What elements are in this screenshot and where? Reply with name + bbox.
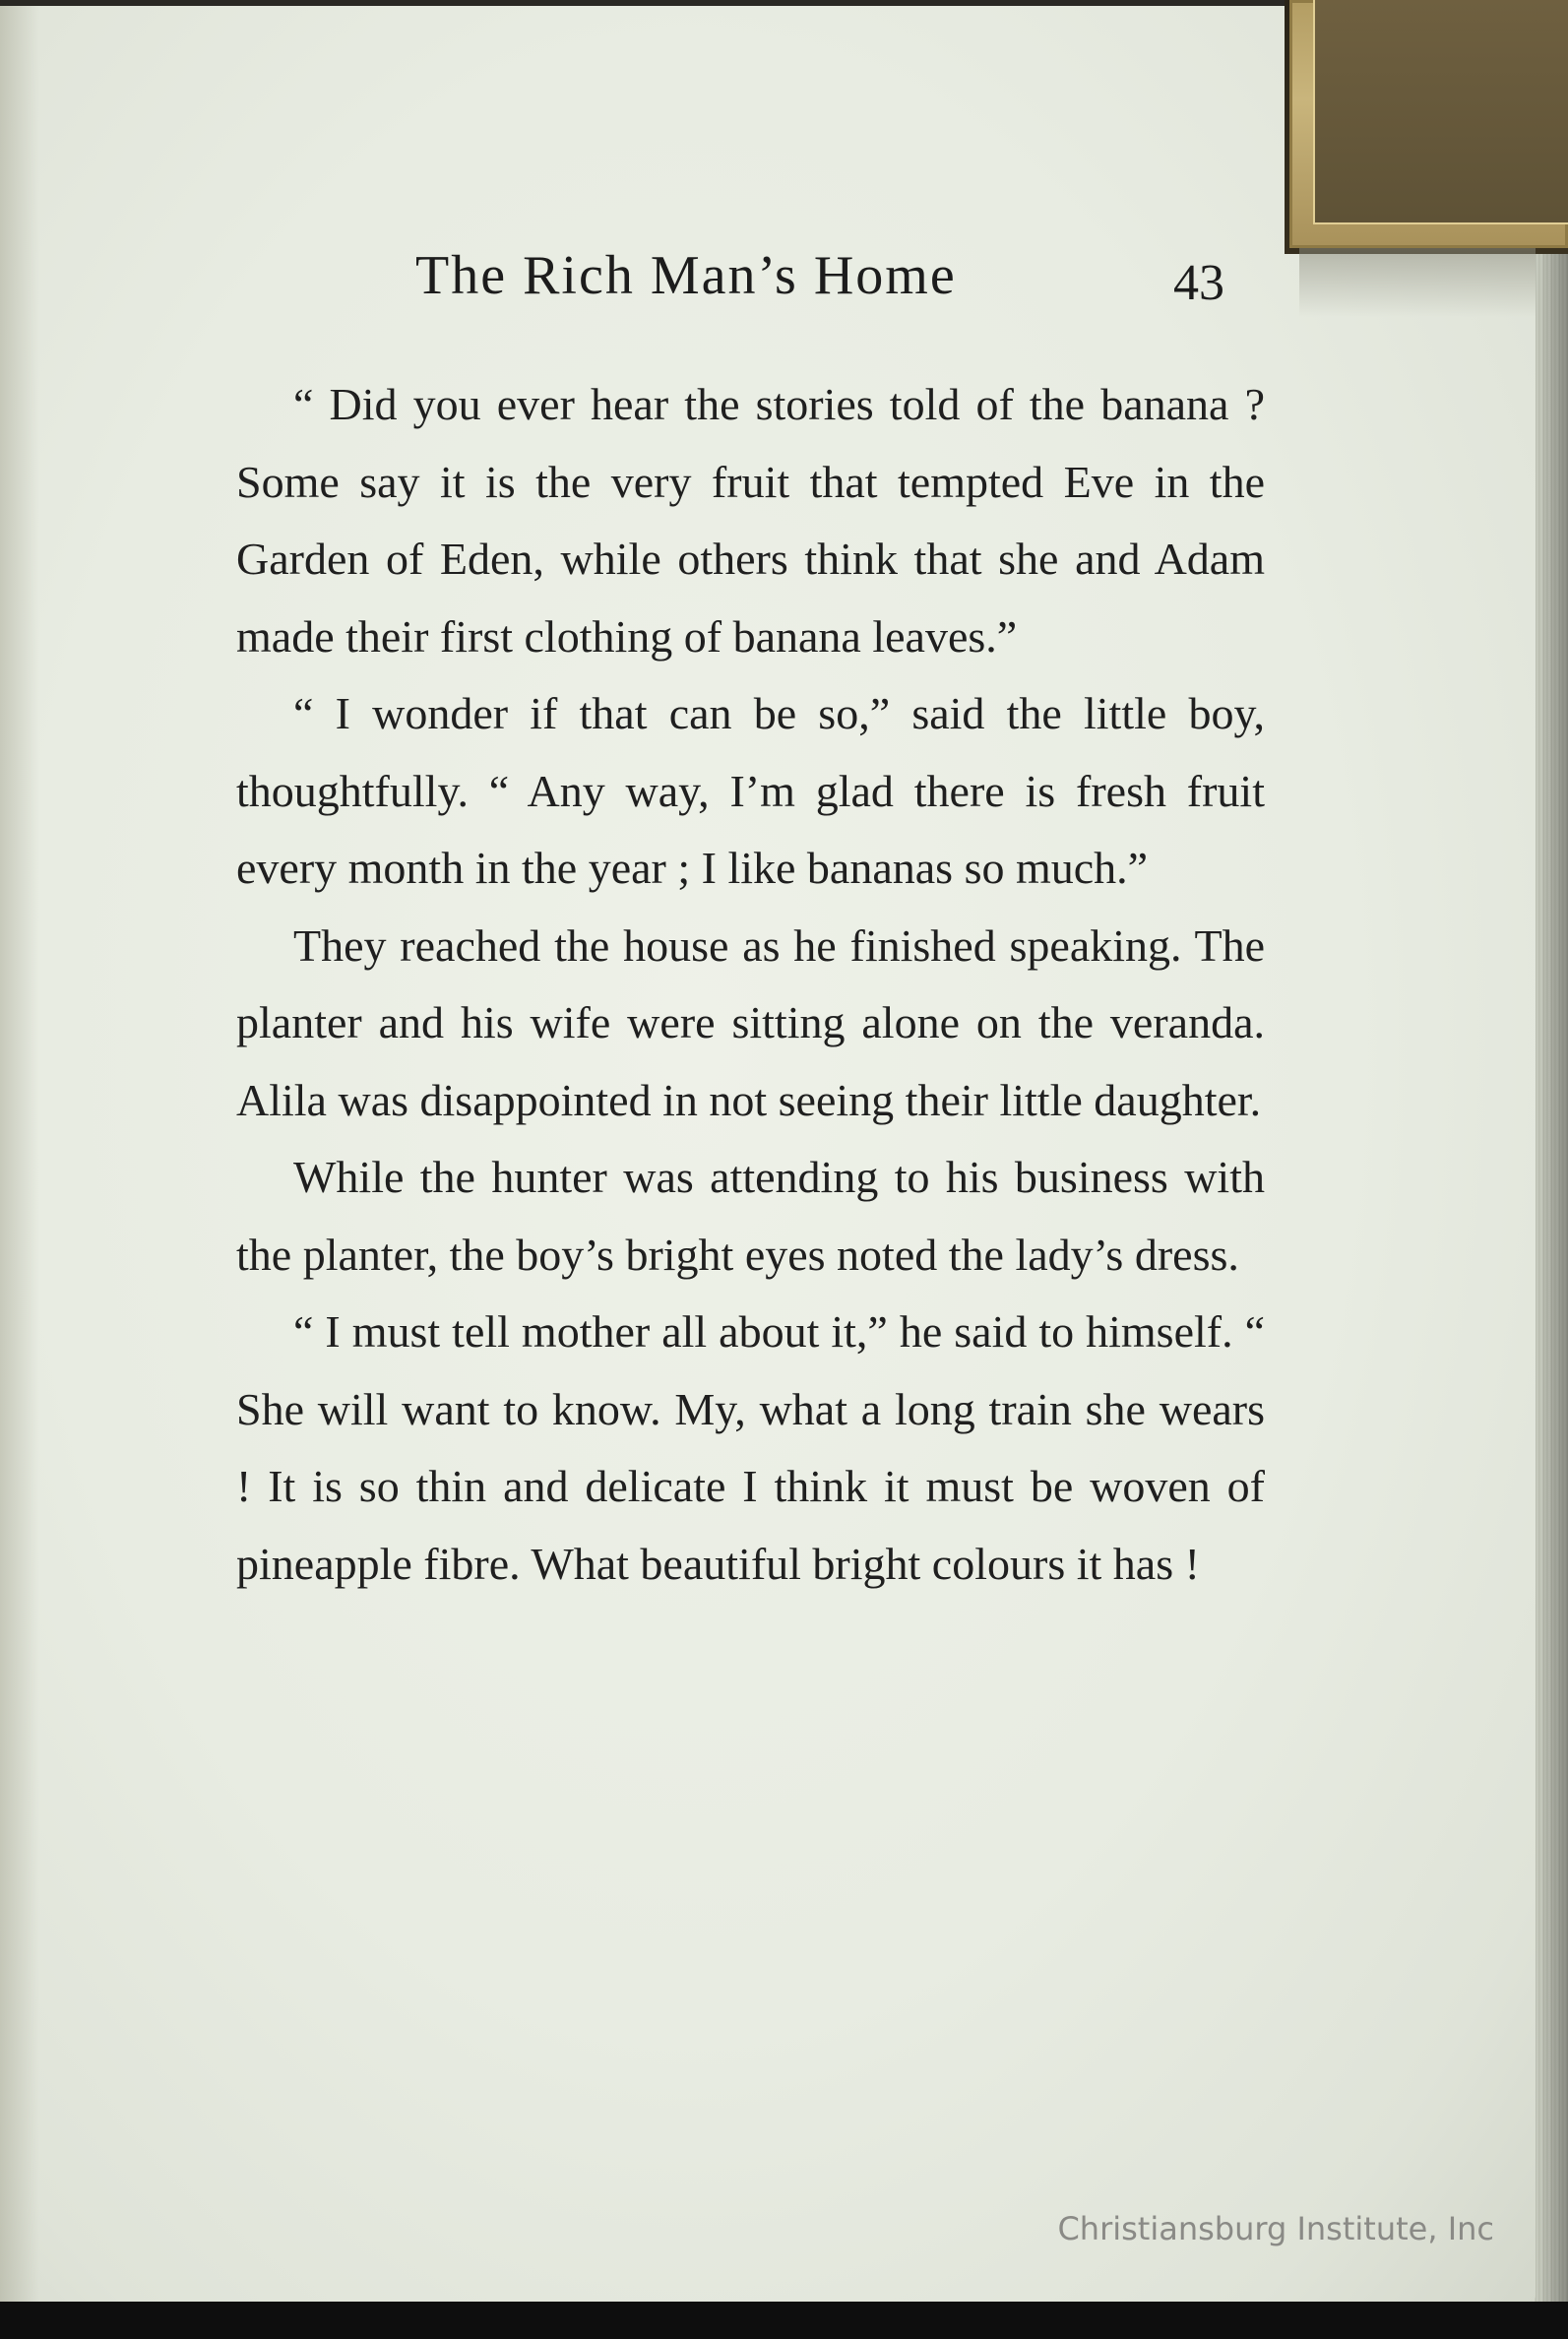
backdrop-bottom-edge — [0, 2302, 1568, 2339]
page-stack-shadow — [1531, 246, 1568, 2323]
body-text — [236, 366, 1265, 1603]
page-number: 43 — [1173, 255, 1224, 311]
gutter-shade — [0, 6, 39, 2302]
brass-frame-inner — [1313, 0, 1568, 224]
running-title: The Rich Man’s Home — [415, 245, 957, 306]
paragraph: While the hunter was attending to his business with the planter, the boy’s bright eyes noted the lady’s dress. — [236, 1152, 1265, 1280]
paragraph: “ I must tell mother all about it,” he said to himself. “ She will want to know. My, what a long train she wears ! It is so thin and delicate I think it must be woven of pineapple fibre. What beautiful bright colours it has ! — [236, 1306, 1265, 1589]
paragraph: “ Did you ever hear the stories told of the banana ? Some say it is the very fruit that tempted Eve in the Garden of Eden, while others think that she and Adam made their first clothing of banana leaves.” — [236, 379, 1265, 662]
paragraph: They reached the house as he finished speaking. The planter and his wife were sitting alone on the veranda. Alila was disappointed in not seeing their little daughter. — [236, 919, 1265, 1125]
running-header — [0, 244, 1568, 323]
paragraph: “ I wonder if that can be so,” said the little boy, thoughtfully. “ Any way, I’m glad there is fresh fruit every month in the year ; I like bananas so much.” — [236, 688, 1265, 893]
watermark: Christiansburg Institute, Inc — [1057, 2210, 1494, 2247]
